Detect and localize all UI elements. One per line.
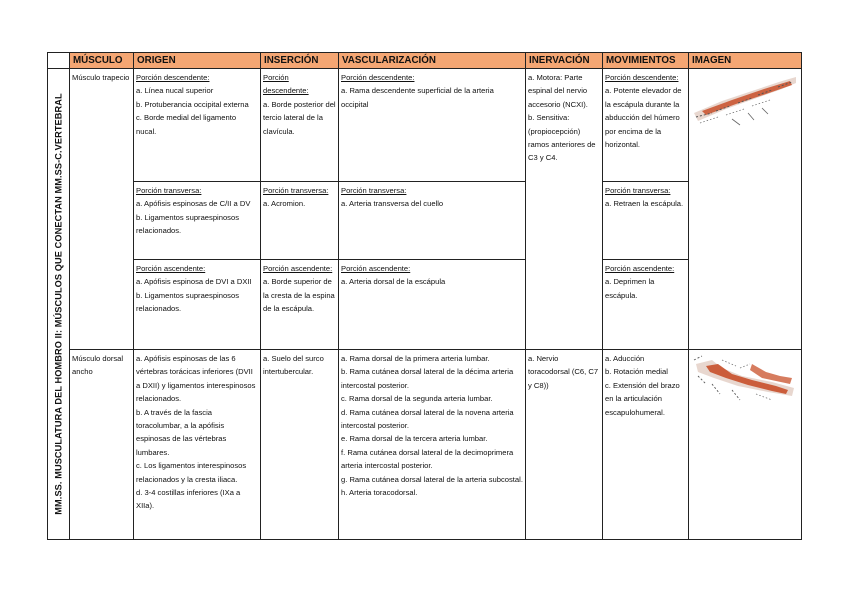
- dorsal-ancho-image: [692, 354, 798, 406]
- insercion-desc: [261, 69, 339, 182]
- side-label: MM.SS. MUSCULATURA DEL HOMBRO II: MÚSCULOS QUE CONECTAN MM.SS-C.VERTEBRAL: [52, 93, 63, 515]
- list-item: g. Rama cutánea dorsal lateral de la arteria subcostal.: [341, 474, 523, 484]
- list-item: c. Los ligamentos interespinosos relacionados y la cresta iliaca.: [136, 461, 247, 484]
- header-row: [48, 53, 802, 69]
- header-musculo: MÚSCULO: [70, 53, 134, 69]
- inervacion-dorsal: [526, 350, 603, 540]
- row-trapecio-ascendente: [48, 260, 802, 350]
- header-imagen: IMAGEN: [689, 53, 802, 69]
- list-item: a. Nervio toracodorsal (C6, C7 y C8)): [528, 354, 599, 390]
- list-item: d. Rama cutánea dorsal lateral de la novena arteria intercostal posterior.: [341, 407, 514, 431]
- list-item: a. Motora: Parte espinal del nervio accesorio (NCXI).: [528, 73, 588, 109]
- vasc-trans-title: Porción transversa:: [341, 186, 407, 195]
- list-item: a. Línea nucal superior: [136, 86, 214, 96]
- trapecio-image: [692, 73, 798, 133]
- origen-asc-title: Porción ascendente:: [136, 264, 206, 273]
- list-item: a. Rama dorsal de la primera arteria lumbar.: [341, 354, 490, 363]
- side-label-cell: [48, 69, 70, 540]
- mov-trans-title: Porción transversa:: [605, 186, 671, 195]
- header-insercion: INSERCIÓN: [261, 53, 339, 69]
- list-item: a. Potente elevador de la escápula durante la abducción del húmero por encima de la horizontal.: [605, 86, 682, 150]
- list-item: c. Borde medial del ligamento nucal.: [136, 113, 237, 136]
- vasc-desc-title: Porción descendente:: [341, 73, 415, 82]
- list-item: a. Borde superior de la cresta de la espina de la escápula.: [263, 277, 335, 314]
- mov-desc-title: Porción descendente:: [605, 73, 679, 82]
- insercion-trans-title: Porción transversa:: [263, 186, 329, 195]
- list-item: b. Sensitiva: (propiocepción) ramos anteriores de C3 y C4.: [528, 113, 596, 163]
- vasc-desc: [339, 69, 526, 182]
- list-item: f. Rama cutánea dorsal lateral de la decimoprimera arteria intercostal posterior.: [341, 447, 514, 471]
- header-origen: ORIGEN: [134, 53, 261, 69]
- insercion-dorsal: [261, 350, 339, 540]
- muscle-dorsal-ancho: Músculo dorsal ancho: [70, 350, 134, 540]
- insercion-trans: [261, 182, 339, 260]
- origen-dorsal: [134, 350, 261, 540]
- origen-asc: [134, 260, 261, 350]
- muscle-trapecio: Músculo trapecio: [70, 69, 134, 350]
- imagen-dorsal: [689, 350, 802, 540]
- list-item: b. Ligamentos supraespinosos relacionados.: [136, 212, 240, 236]
- mov-dorsal: [603, 350, 689, 540]
- mov-asc: [603, 260, 689, 350]
- list-item: b. Rotación medial: [605, 367, 668, 377]
- list-item: a. Deprimen la escápula.: [605, 277, 655, 300]
- header-blank: [48, 53, 70, 69]
- insercion-desc-title: Porción descendente:: [263, 73, 309, 96]
- row-dorsal-ancho: [48, 350, 802, 540]
- list-item: e. Rama dorsal de la tercera arteria lumbar.: [341, 434, 488, 444]
- imagen-trapecio: [689, 69, 802, 350]
- mov-desc: [603, 69, 689, 182]
- list-item: a. Borde posterior del tercio lateral de la clavícula.: [263, 99, 336, 136]
- list-item: a. Aducción: [605, 354, 645, 363]
- list-item: b. Rama cutánea dorsal lateral de la décima arteria intercostal posterior.: [341, 367, 514, 390]
- origen-trans: [134, 182, 261, 260]
- list-item: c. Rama dorsal de la segunda arteria lumbar.: [341, 394, 493, 404]
- list-item: b. Ligamentos supraespinosos relacionados.: [136, 290, 240, 314]
- origen-trans-title: Porción transversa:: [136, 186, 202, 195]
- origen-desc-title: Porción descendente:: [136, 73, 210, 82]
- list-item: b. A través de la fascia toracolumbar, a la apófisis espinosas de las vértebras lumbares.: [136, 407, 227, 457]
- list-item: a. Arteria transversa del cuello: [341, 199, 444, 209]
- list-item: b. Protuberancia occipital externa: [136, 99, 249, 109]
- list-item: a. Arteria dorsal de la escápula: [341, 277, 446, 287]
- list-item: a. Rama descendente superficial de la arteria occipital: [341, 86, 494, 109]
- list-item: a. Retraen la escápula.: [605, 199, 684, 209]
- row-trapecio-transversa: [48, 182, 802, 260]
- vasc-dorsal: [339, 350, 526, 540]
- header-vascularizacion: VASCULARIZACIÓN: [339, 53, 526, 69]
- list-item: a. Apófisis espinosas de las 6 vértebras torácicas inferiores (DVII a DXII) y ligamentos interespinosos relacionados.: [136, 354, 256, 404]
- dorsal-ancho-illustration: [694, 356, 794, 400]
- list-item: d. 3-4 costillas inferiores (IXa a XIIa).: [136, 488, 241, 511]
- list-item: a. Suelo del surco intertubercular.: [263, 354, 324, 377]
- header-movimientos: MOVIMIENTOS: [603, 53, 689, 69]
- mov-trans: [603, 182, 689, 260]
- inervacion-trapecio: [526, 69, 603, 350]
- trapecio-illustration: [694, 77, 796, 125]
- row-trapecio-descendente: [48, 69, 802, 182]
- insercion-asc: [261, 260, 339, 350]
- vasc-asc: [339, 260, 526, 350]
- vasc-trans: [339, 182, 526, 260]
- list-item: h. Arteria toracodorsal.: [341, 488, 418, 498]
- origen-desc: [134, 69, 261, 182]
- list-item: c. Extensión del brazo en la articulación escapulohumeral.: [605, 380, 680, 417]
- list-item: a. Apófisis espinosa de DVI a DXII: [136, 277, 252, 287]
- header-inervacion: INERVACIÓN: [526, 53, 603, 69]
- mov-asc-title: Porción ascendente:: [605, 264, 675, 273]
- insercion-asc-title: Porción ascendente:: [263, 264, 333, 273]
- list-item: a. Acromion.: [263, 199, 306, 209]
- muscle-table: [47, 52, 802, 540]
- muscle-table-page: [47, 52, 801, 545]
- list-item: a. Apófisis espinosas de C/II a DV: [136, 199, 251, 209]
- vasc-asc-title: Porción ascendente:: [341, 264, 411, 273]
